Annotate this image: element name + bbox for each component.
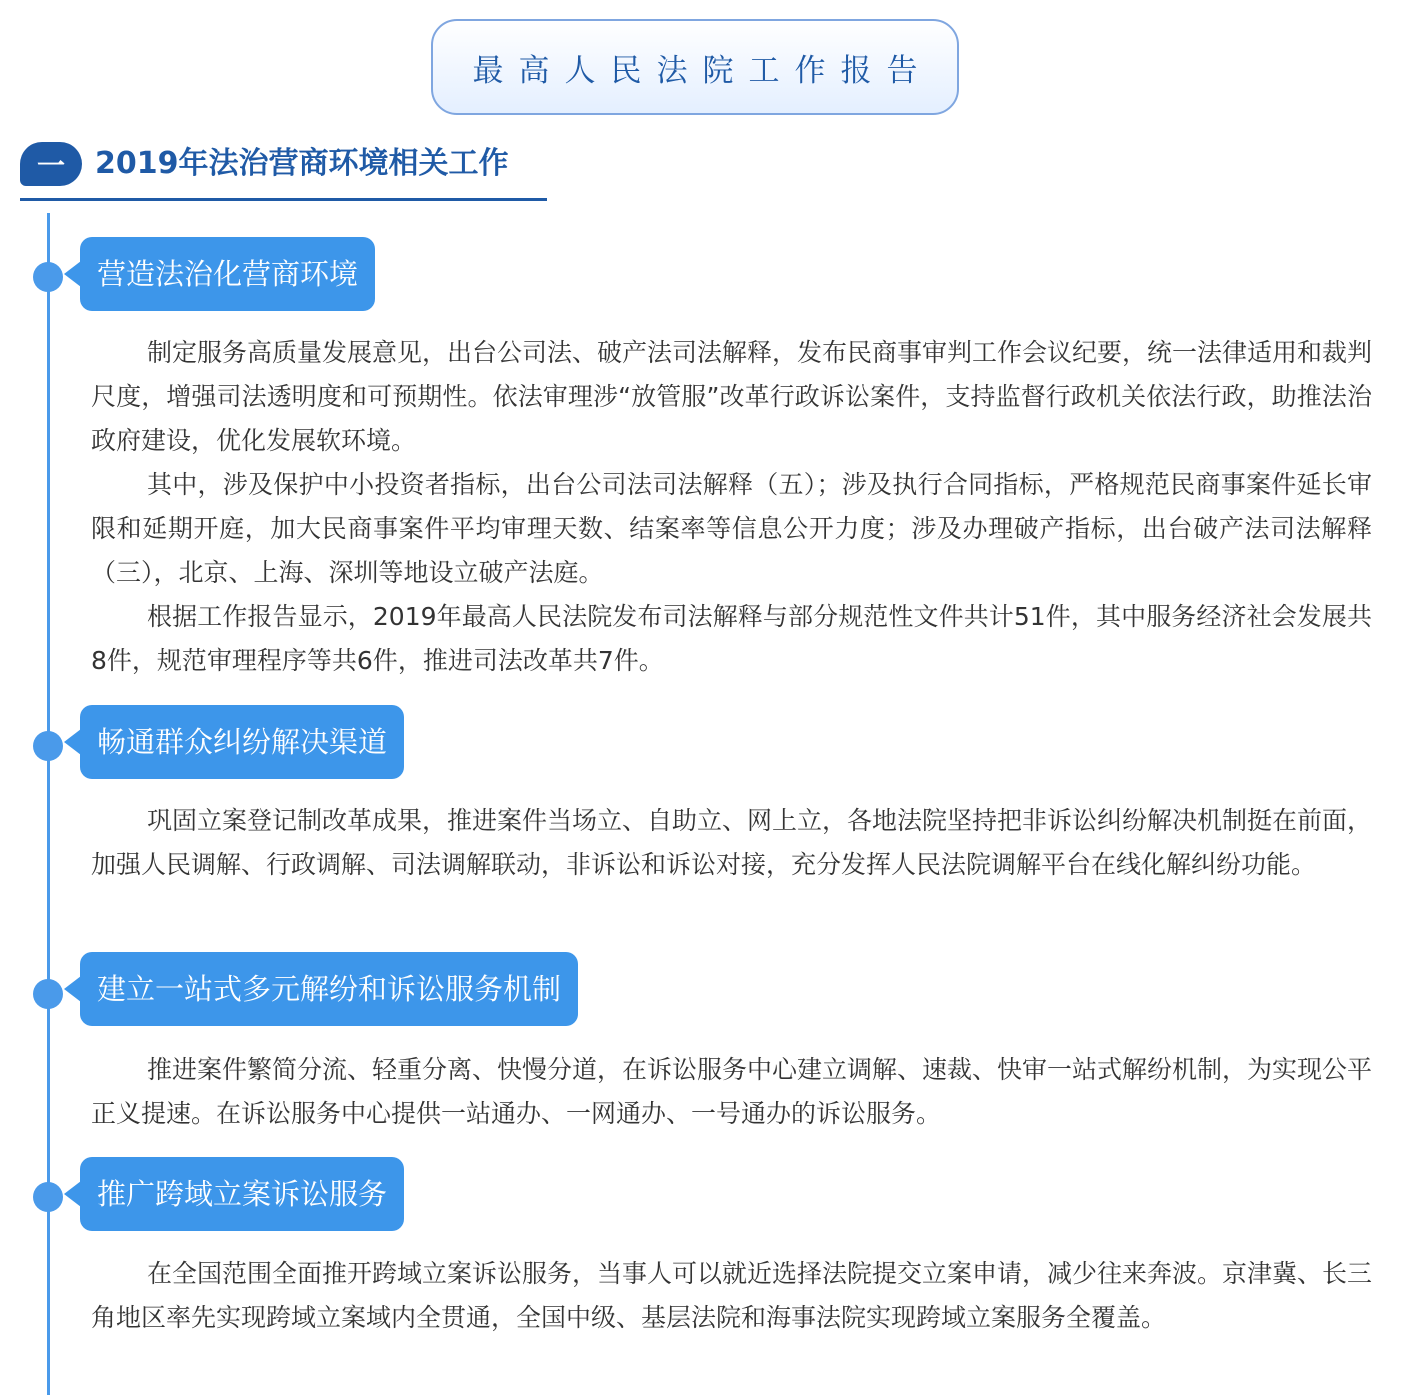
topic-tag: 推广跨域立案诉讼服务 (80, 1157, 404, 1231)
timeline-dot (33, 731, 63, 761)
timeline-dot (33, 262, 63, 292)
topic-tag: 畅通群众纠纷解决渠道 (80, 705, 404, 779)
section-title: 2019年法治营商环境相关工作 (95, 146, 509, 181)
topic-tag: 营造法治化营商环境 (80, 237, 375, 311)
topic-paragraph: 其中，涉及保护中小投资者指标，出台公司法司法解释（五）；涉及执行合同指标，严格规范民商事案件延长审限和延期开庭，加大民商事案件平均审理天数、结案率等信息公开力度；涉及办理破产指标，出台破产法司法解释（三），北京、上海、深圳等地设立破产法庭。 (91, 470, 1372, 587)
section-header (20, 136, 547, 201)
timeline-dot (33, 979, 63, 1009)
topic-tag: 建立一站式多元解纷和诉讼服务机制 (80, 952, 578, 1026)
topic-paragraph: 巩固立案登记制改革成果，推进案件当场立、自助立、网上立，各地法院坚持把非诉讼纠纷解决机制挺在前面，加强人民调解、行政调解、司法调解联动，非诉讼和诉讼对接，充分发挥人民法院调解平台在线化解纠纷功能。 (91, 806, 1373, 879)
section-number-badge: 一 (20, 142, 82, 186)
report-title-box (431, 19, 959, 115)
timeline-dot (33, 1182, 63, 1212)
report-title: 最高人民法院工作报告 (472, 52, 933, 89)
topic-paragraph: 推进案件繁简分流、轻重分离、快慢分道，在诉讼服务中心建立调解、速裁、快审一站式解纷机制，为实现公平正义提速。在诉讼服务中心提供一站通办、一网通办、一号通办的诉讼服务。 (91, 1055, 1373, 1128)
timeline-line (47, 213, 50, 1395)
topic-paragraph: 在全国范围全面推开跨域立案诉讼服务，当事人可以就近选择法院提交立案申请，减少往来奔波。京津冀、长三角地区率先实现跨域立案域内全贯通，全国中级、基层法院和海事法院实现跨域立案服务全覆盖。 (91, 1259, 1373, 1332)
topic-paragraph: 根据工作报告显示，2019年最高人民法院发布司法解释与部分规范性文件共计51件，其中服务经济社会发展共8件，规范审理程序等共6件，推进司法改革共7件。 (91, 602, 1372, 675)
topic-paragraph: 制定服务高质量发展意见，出台公司法、破产法司法解释，发布民商事审判工作会议纪要，统一法律适用和裁判尺度，增强司法透明度和可预期性。依法审理涉“放管服”改革行政诉讼案件，支持监督行政机关依法行政，助推法治政府建设，优化发展软环境。 (91, 338, 1373, 455)
